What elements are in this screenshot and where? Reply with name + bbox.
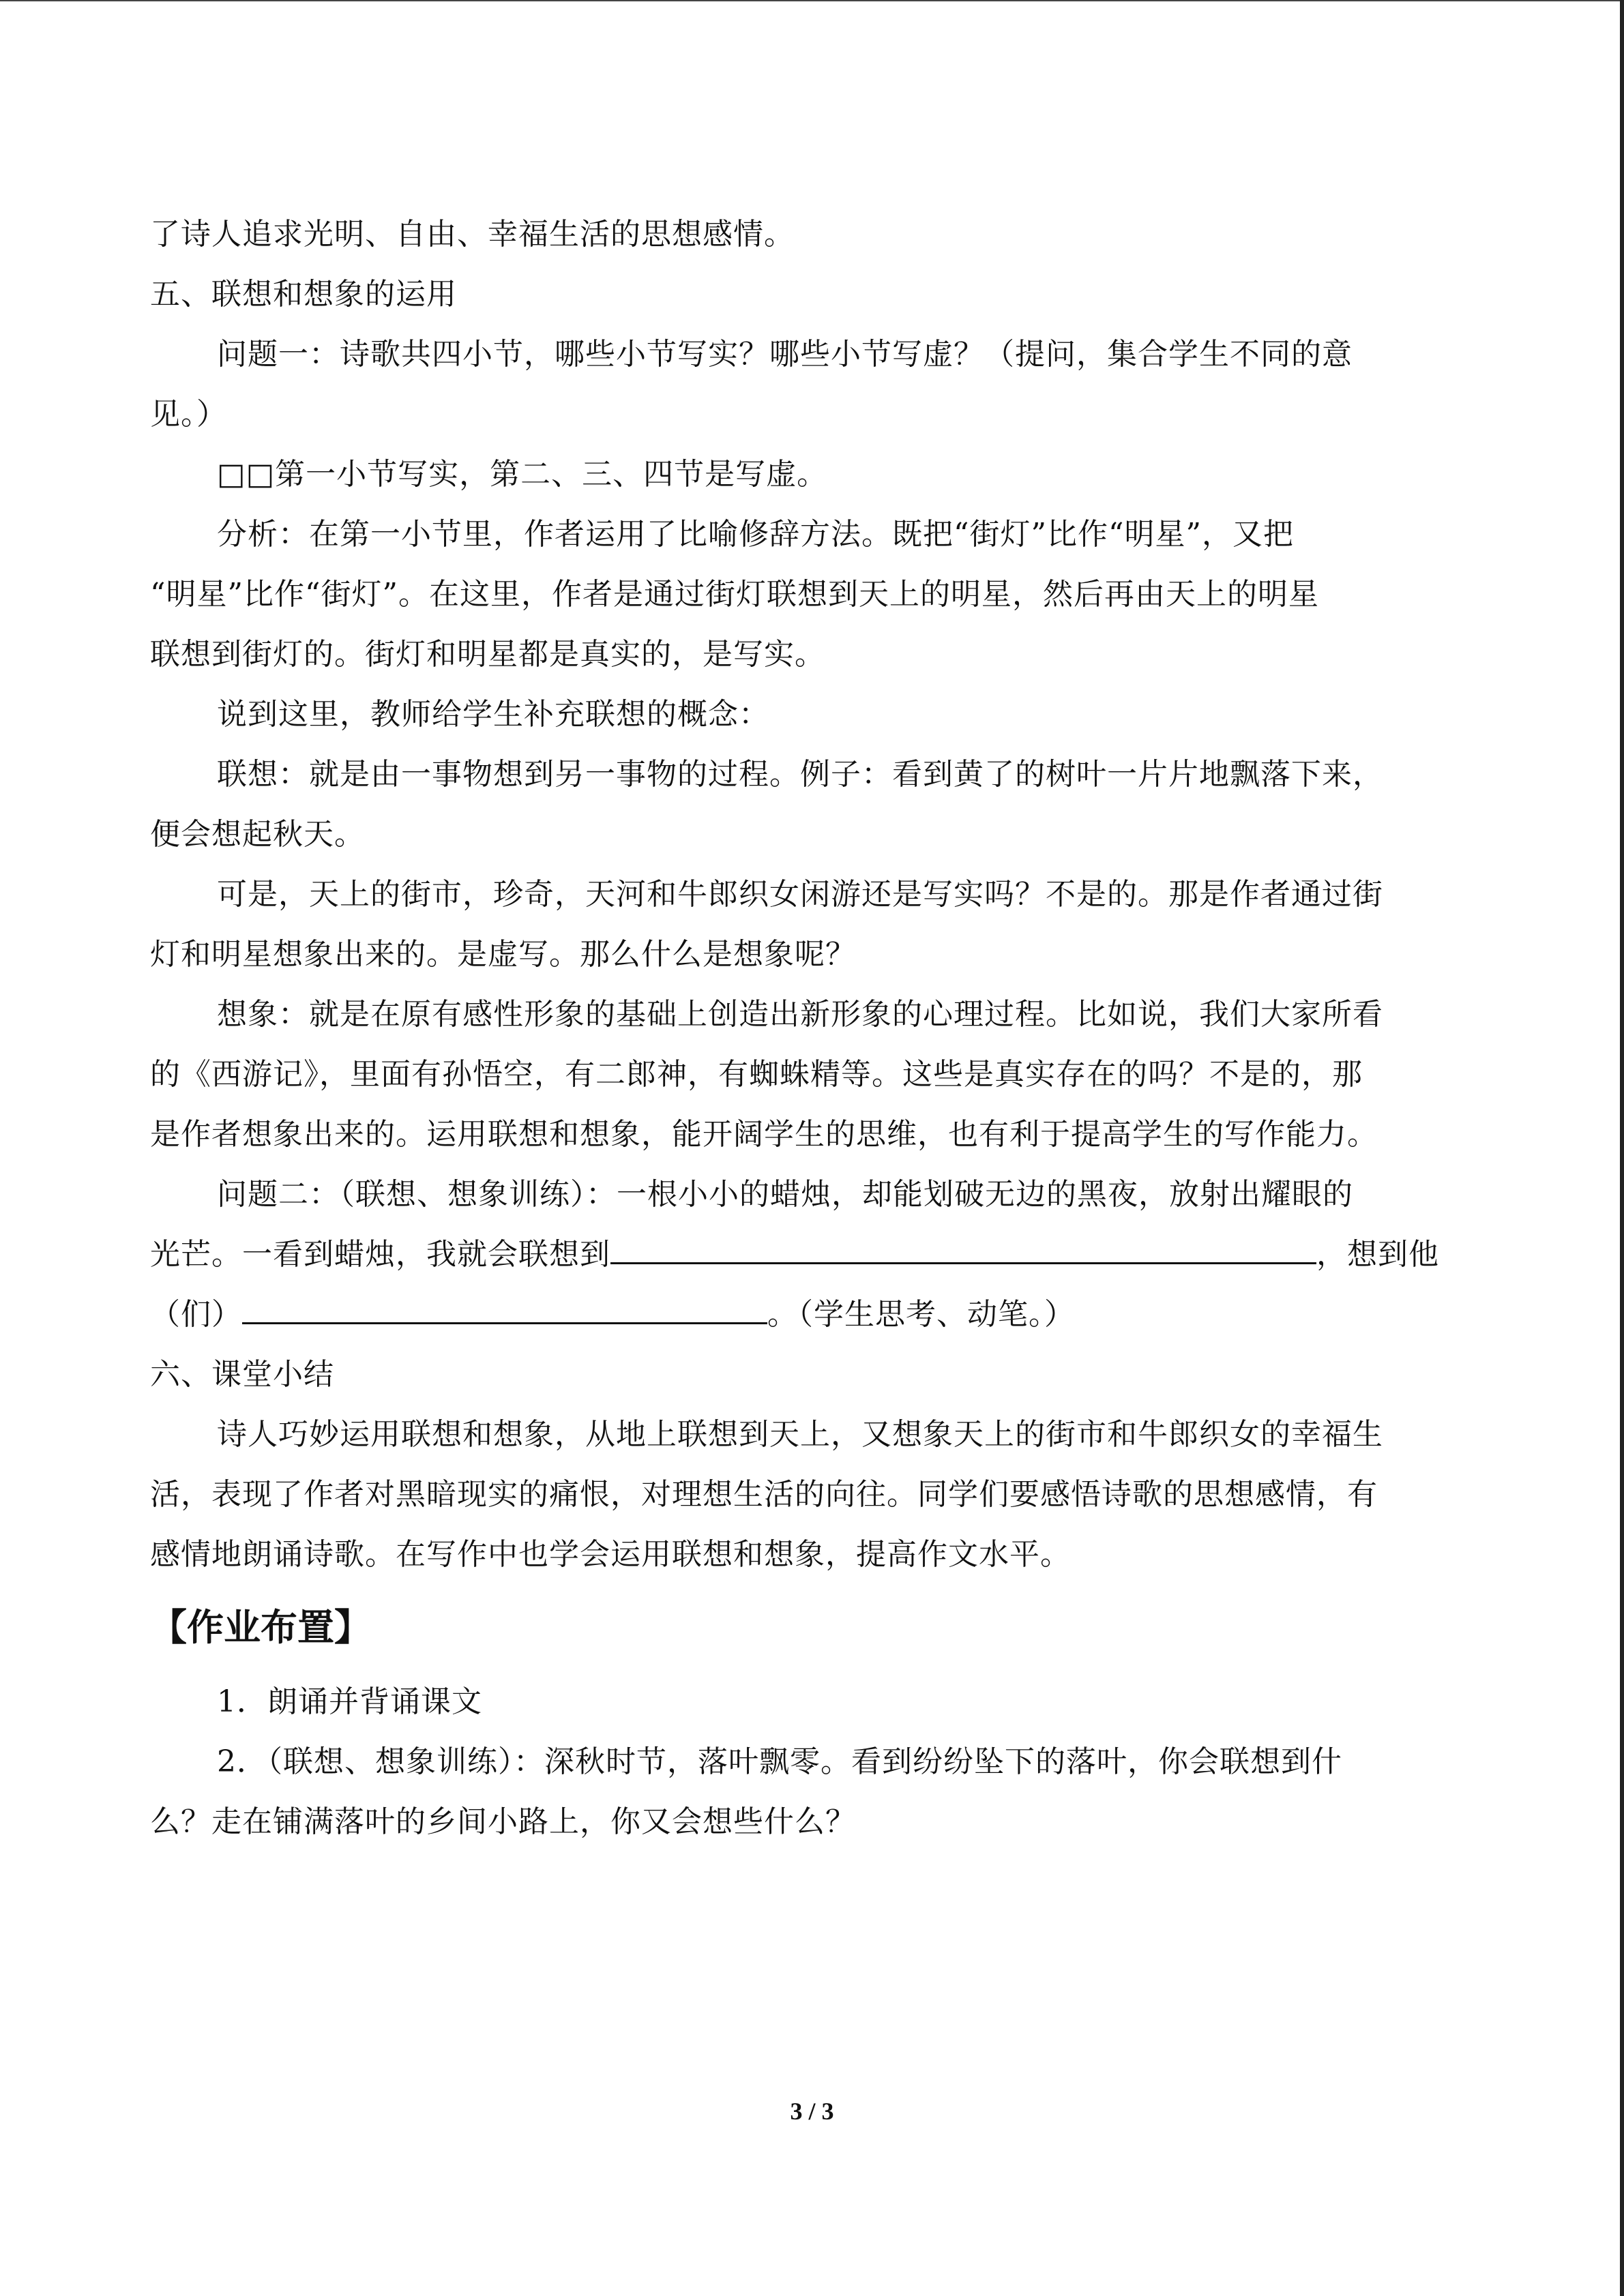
homework-heading: 【作业布置】: [150, 1606, 371, 1649]
answer-line: □□第一小节写实，第二、三、四节是写虚。: [217, 457, 828, 492]
page-number: 3 / 3: [790, 2098, 834, 2125]
section-heading-five: 五、联想和想象的运用: [150, 277, 457, 312]
paragraph-line: 的《西游记》，里面有孙悟空，有二郎神，有蜘蛛精等。这些是真实存在的吗？不是的，那: [150, 1057, 1363, 1092]
answer-blank[interactable]: [242, 1295, 767, 1324]
homework-item-2: 2．（联想、想象训练）：深秋时节，落叶飘零。看到纷纷坠下的落叶，你会联想到什: [217, 1744, 1342, 1779]
fill-in-prefix: （们）: [150, 1297, 242, 1332]
fill-in-line-one: [150, 1225, 1480, 1285]
fill-in-prefix: 光芒。一看到蜡烛，我就会联想到: [150, 1237, 610, 1272]
question-two: 问题二：（联想、想象训练）：一根小小的蜡烛，却能划破无边的黑夜，放射出耀眼的: [217, 1177, 1353, 1212]
paragraph-line: 可是，天上的街市，珍奇，天河和牛郎织女闲游还是写实吗？不是的。那是作者通过街: [217, 877, 1383, 912]
paragraph-line: 见。）: [150, 397, 227, 432]
analysis-line: 分析：在第一小节里，作者运用了比喻修辞方法。既把“街灯”比作“明星”，又把: [217, 517, 1294, 552]
section-heading-six: 六、课堂小结: [150, 1357, 334, 1392]
fill-in-suffix: 。（学生思考、动笔。）: [767, 1297, 1075, 1332]
homework-item-1: 1．朗诵并背诵课文: [217, 1684, 482, 1719]
paragraph-line: 活，表现了作者对黑暗现实的痛恨，对理想生活的向往。同学们要感悟诗歌的思想感情，有: [150, 1477, 1378, 1512]
summary-line: 诗人巧妙运用联想和想象，从地上联想到天上，又想象天上的街市和牛郎织女的幸福生: [217, 1417, 1383, 1452]
answer-blank[interactable]: [610, 1235, 1316, 1264]
paragraph-line: 是作者想象出来的。运用联想和想象，能开阔学生的思维，也有利于提高学生的写作能力。: [150, 1117, 1378, 1152]
paragraph-line: 了诗人追求光明、自由、幸福生活的思想感情。: [150, 217, 795, 252]
homework-item-2-continued: 么？走在铺满落叶的乡间小路上，你又会想些什么？: [150, 1804, 856, 1839]
association-definition: 联想：就是由一事物想到另一事物的过程。例子：看到黄了的树叶一片片地飘落下来，: [217, 757, 1383, 792]
paragraph-line: 联想到街灯的。街灯和明星都是真实的，是写实。: [150, 637, 825, 672]
paragraph-line: 说到这里，教师给学生补充联想的概念：: [217, 697, 769, 732]
paragraph-line: “明星”比作“街灯”。在这里，作者是通过街灯联想到天上的明星，然后再由天上的明星: [150, 577, 1319, 612]
page-right-edge: [1620, 0, 1624, 2296]
document-body: [150, 205, 1480, 1852]
fill-in-suffix: ，想到他: [1316, 1237, 1439, 1272]
page-top-border: [0, 0, 1624, 1]
paragraph-line: 便会想起秋天。: [150, 817, 365, 852]
imagination-definition: 想象：就是在原有感性形象的基础上创造出新形象的心理过程。比如说，我们大家所看: [217, 997, 1383, 1032]
fill-in-line-two: [150, 1285, 1480, 1345]
question-one: 问题一：诗歌共四小节，哪些小节写实？哪些小节写虚？（提问，集合学生不同的意: [217, 337, 1353, 372]
paragraph-line: 感情地朗诵诗歌。在写作中也学会运用联想和想象，提高作文水平。: [150, 1537, 1071, 1572]
paragraph-line: 灯和明星想象出来的。是虚写。那么什么是想象呢？: [150, 937, 856, 972]
